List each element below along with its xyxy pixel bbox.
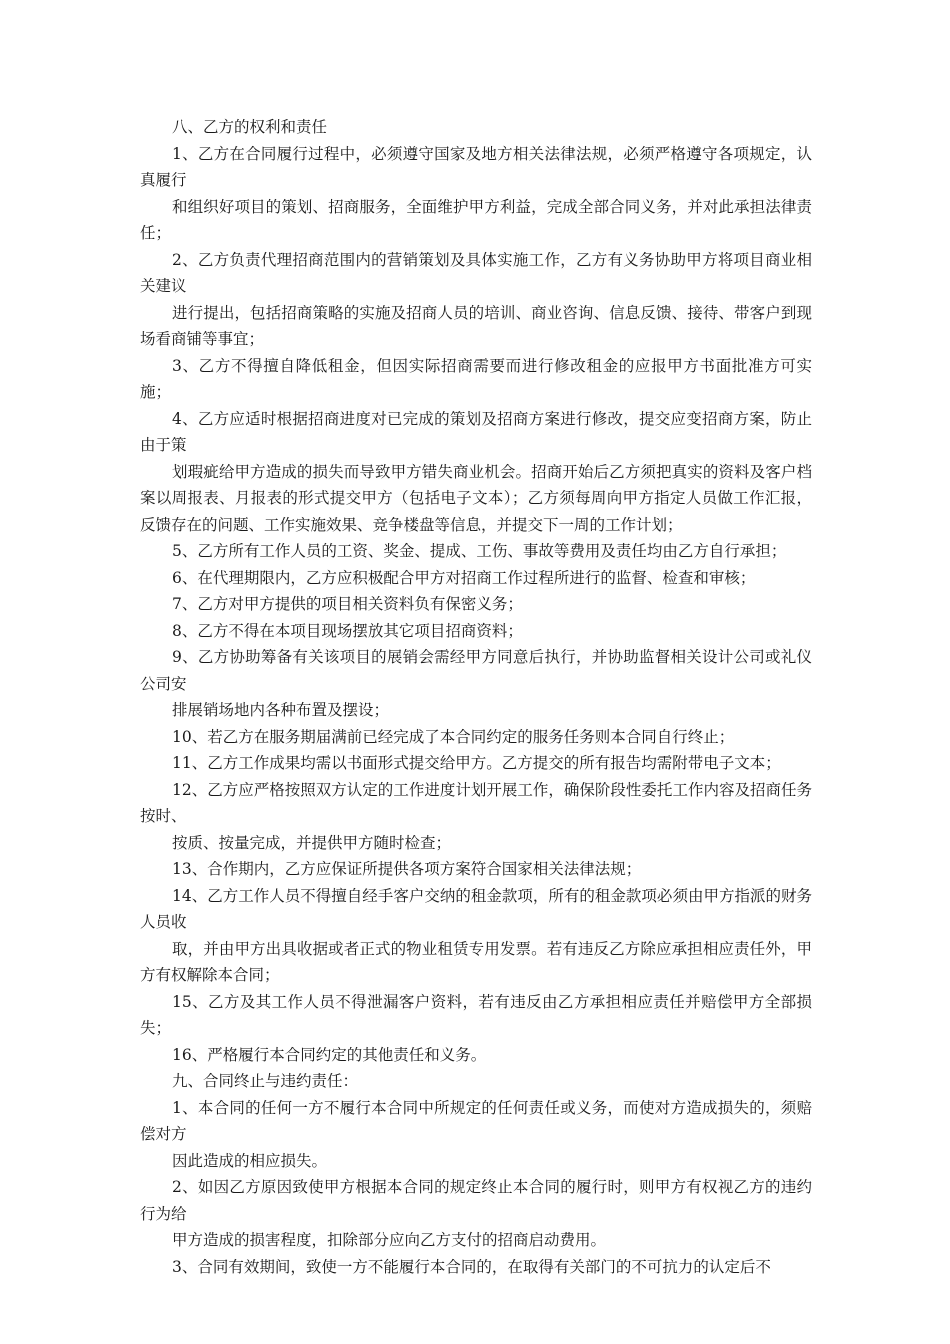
paragraph: 进行提出，包括招商策略的实施及招商人员的培训、商业咨询、信息反馈、接待、带客户到现场看商铺等事宜； xyxy=(140,303,812,348)
paragraph: 16、严格履行本合同约定的其他责任和义务。 xyxy=(172,1045,487,1064)
paragraph: 11、乙方工作成果均需以书面形式提交给甲方。乙方提交的所有报告均需附带电子文本； xyxy=(172,754,781,772)
paragraph: 15、乙方及其工作人员不得泄漏客户资料，若有违反由乙方承担相应责任并赔偿甲方全部损失； xyxy=(140,992,812,1037)
paragraph: 3、乙方不得擅自降低租金，但因实际招商需要而进行修改租金的应报甲方书面批准方可实施； xyxy=(140,356,812,401)
paragraph: 12、乙方应严格按照双方认定的工作进度计划开展工作，确保阶段性委托工作内容及招商任务按时、 xyxy=(140,780,812,825)
document-body xyxy=(140,114,812,1280)
section-heading-termination: 九、合同终止与违约责任： xyxy=(172,1072,359,1090)
paragraph: 5、乙方所有工作人员的工资、奖金、提成、工伤、事故等费用及责任均由乙方自行承担； xyxy=(172,542,787,560)
paragraph: 因此造成的相应损失。 xyxy=(172,1151,328,1170)
paragraph: 14、乙方工作人员不得擅自经手客户交纳的租金款项，所有的租金款项必须由甲方指派的财务人员收 xyxy=(140,886,812,931)
paragraph: 9、乙方协助筹备有关该项目的展销会需经甲方同意后执行，并协助监督相关设计公司或礼仪公司安 xyxy=(140,648,812,693)
paragraph: 7、乙方对甲方提供的项目相关资料负有保密义务； xyxy=(172,595,523,613)
paragraph: 和组织好项目的策划、招商服务，全面维护甲方利益，完成全部合同义务，并对此承担法律责任； xyxy=(140,197,812,242)
paragraph: 划瑕疵给甲方造成的损失而导致甲方错失商业机会。招商开始后乙方须把真实的资料及客户档案以周报表、月报表的形式提交甲方（包括电子文本）；乙方须每周向甲方指定人员做工作汇报，反馈存在的问题、工作实施效果、竞争楼盘等信息，并提交下一周的工作计划； xyxy=(140,462,812,534)
paragraph: 2、乙方负责代理招商范围内的营销策划及具体实施工作，乙方有义务协助甲方将项目商业相关建议 xyxy=(140,250,812,295)
paragraph: 甲方造成的损害程度，扣除部分应向乙方支付的招商启动费用。 xyxy=(172,1231,607,1249)
paragraph: 取，并由甲方出具收据或者正式的物业租赁专用发票。若有违反乙方除应承担相应责任外，甲方有权解除本合同； xyxy=(140,939,812,984)
paragraph: 4、乙方应适时根据招商进度对已完成的策划及招商方案进行修改，提交应变招商方案，防止由于策 xyxy=(140,409,812,454)
paragraph: 13、合作期内，乙方应保证所提供各项方案符合国家相关法律法规； xyxy=(172,860,642,878)
paragraph: 排展销场地内各种布置及摆设； xyxy=(172,701,390,719)
paragraph: 10、若乙方在服务期届满前已经完成了本合同约定的服务任务则本合同自行终止； xyxy=(172,727,735,746)
section-heading-party-b-rights: 八、乙方的权利和责任 xyxy=(172,118,328,136)
paragraph: 2、如因乙方原因致使甲方根据本合同的规定终止本合同的履行时，则甲方有权视乙方的违约行为给 xyxy=(140,1178,812,1223)
paragraph: 6、在代理期限内，乙方应积极配合甲方对招商工作过程所进行的监督、检查和审核； xyxy=(172,568,756,587)
paragraph: 8、乙方不得在本项目现场摆放其它项目招商资料； xyxy=(172,621,523,640)
paragraph: 3、合同有效期间，致使一方不能履行本合同的，在取得有关部门的不可抗力的认定后不 xyxy=(172,1257,771,1276)
paragraph: 1、本合同的任何一方不履行本合同中所规定的任何责任或义务，而使对方造成损失的，须赔偿对方 xyxy=(140,1098,812,1143)
paragraph: 1、乙方在合同履行过程中，必须遵守国家及地方相关法律法规，必须严格遵守各项规定，认真履行 xyxy=(140,144,812,189)
paragraph: 按质、按量完成，并提供甲方随时检查； xyxy=(172,833,452,852)
